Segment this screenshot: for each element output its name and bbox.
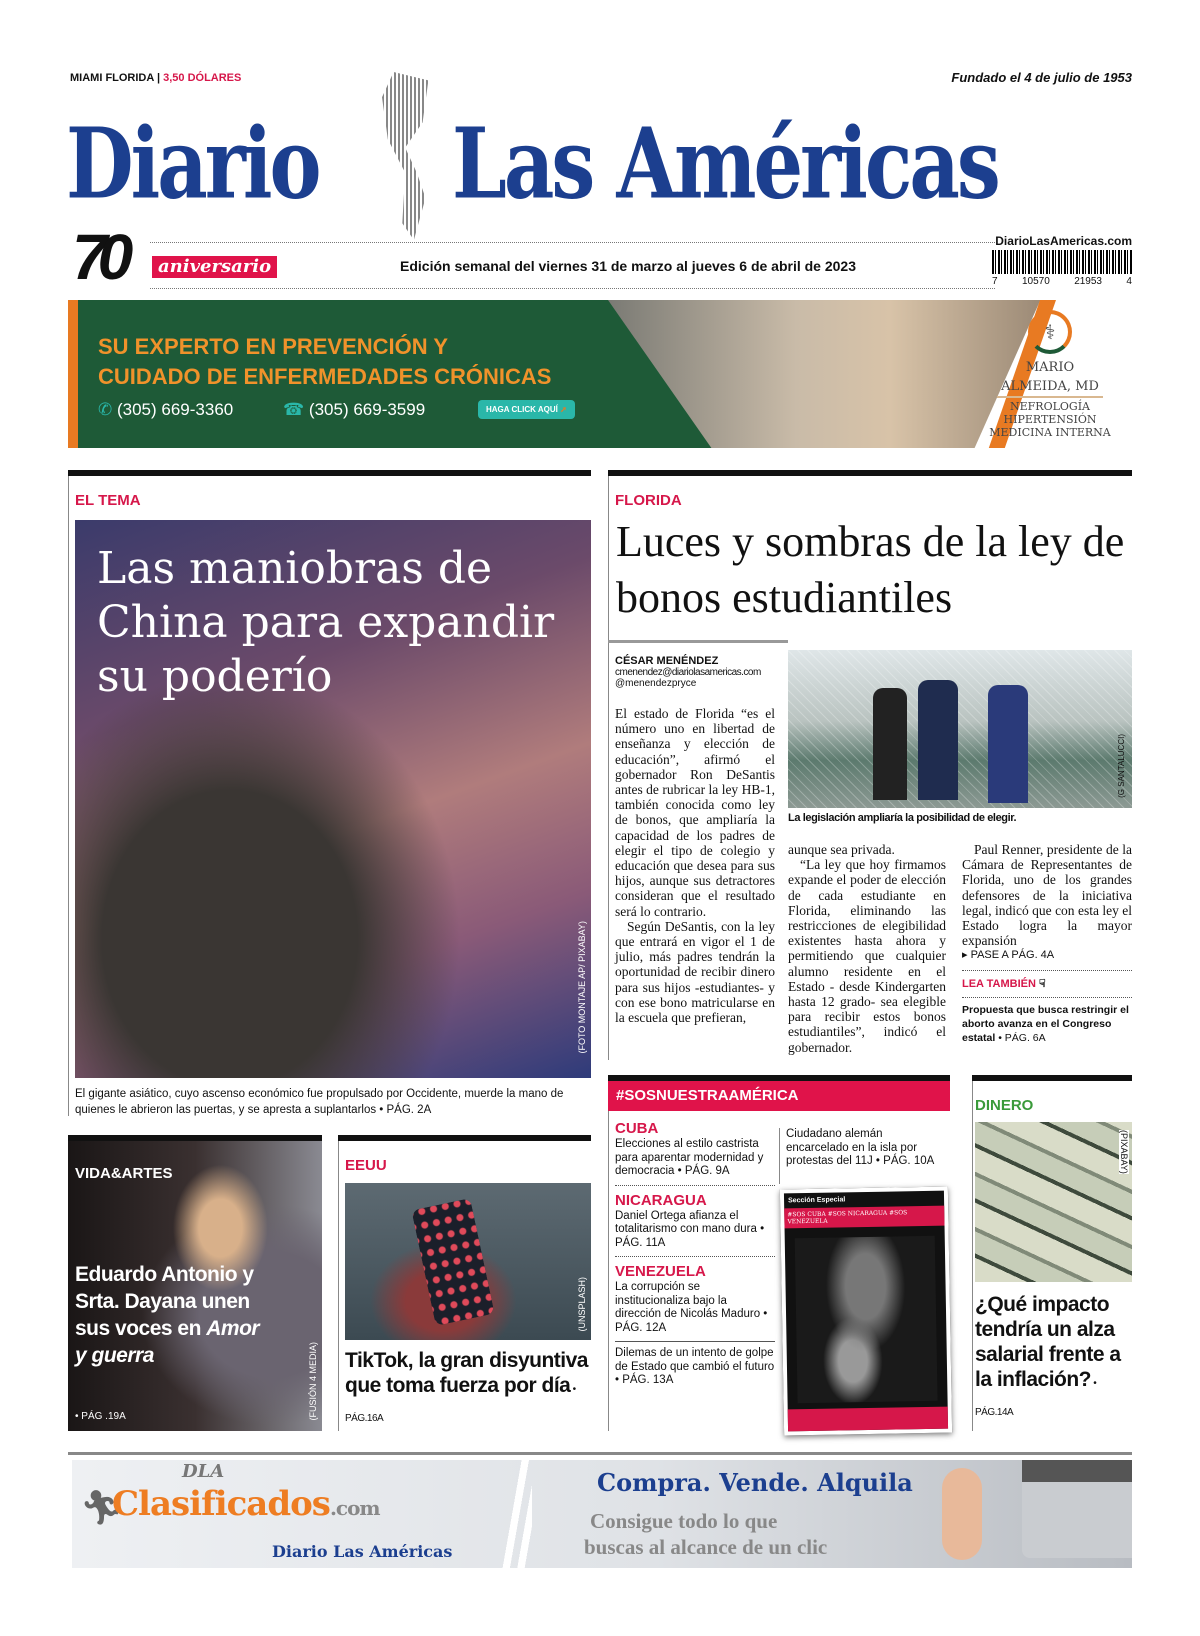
smartphone [411,1198,494,1326]
divider [962,970,1132,971]
see-also-label: LEA TAMBIÉN [962,977,1036,990]
ad-headline-line: CUIDADO DE ENFERMEDADES CRÓNICAS [98,364,552,389]
student-figure [918,680,958,800]
column-divider [338,1141,339,1431]
china-feature-image[interactable] [75,520,591,1078]
ad-doctor-info [968,310,1132,439]
section-rule [68,470,591,476]
ad-headline [98,332,551,392]
barcode-digit: 4 [1126,276,1132,287]
money-photo[interactable] [975,1122,1132,1282]
divider [615,1256,775,1257]
column-divider [608,476,609,1060]
ad-phone [98,400,233,420]
divider [150,242,995,243]
specialty: MEDICINA INTERNA [989,426,1111,439]
brand-suffix: .com [329,1496,380,1520]
photo-credit: (PIXABAY) [1119,1130,1129,1174]
phone-photo[interactable] [345,1183,591,1340]
ad-fax [283,400,425,420]
student-figure [988,685,1028,803]
byline-rule [608,640,788,643]
see-also-header [962,977,1132,992]
section-rule [608,470,1132,476]
country-label: VENEZUELA [615,1263,706,1280]
section-label: EL TEMA [75,492,141,509]
section-rule [338,1135,591,1141]
ad-button-label: HAGA CLICK AQUÍ [486,405,558,414]
see-also-page: • PÁG. 6A [995,1031,1046,1044]
vida-headline [75,1261,265,1369]
ad-subtext [584,1508,827,1560]
section-banner: #SOSNUESTRAAMÉRICA [608,1081,950,1111]
person-icon: 🏃︎ [80,1489,124,1527]
doctor-name: MARIO [1025,360,1075,375]
divider [615,1341,775,1342]
page-ref: • PÁG.14A [975,1378,1097,1418]
ad-subtext-line: buscas al alcance de un clic [584,1535,828,1559]
see-also-text: Propuesta que busca restringir el aborto avanza en el Congreso estatal [962,1003,1129,1044]
section-label: VIDA&ARTES [75,1165,173,1182]
sos-item-link[interactable]: La corrupción se institucionaliza bajo la dirección de Nicolás Maduro • PÁG. 12A [615,1281,768,1334]
specialty: NEFROLOGÍA [1010,400,1090,413]
column-divider [779,1128,780,1184]
column-divider [68,476,69,1116]
page-ref: • PÁG .19A [75,1411,126,1422]
divider [150,288,995,289]
photo-caption: La legislación ampliaría la posibilidad de elegir. [788,812,1017,824]
byline [615,655,785,689]
ad-headline: Compra. Vende. Alquila [597,1468,913,1497]
masthead-right[interactable]: Las Américas [452,107,998,222]
photo-credit: (FOTO MONTAJE AP/ PIXABAY) [577,921,587,1054]
students-photo[interactable] [788,650,1132,808]
article-column-2 [788,842,946,1055]
article-paragraph: Paul Renner, presidente de la Cámara de Representantes de Florida, uno de los grandes defensores de la iniciativa legal, indicó que con esta ley el Estado logra la mayor expansión [962,842,1132,949]
ad-divider-stripes [502,1460,532,1568]
stethoscope-icon: ⚕ [1028,310,1072,354]
ad-headline-line: SU EXPERTO EN PREVENCIÓN Y [98,334,449,359]
special-section-cover[interactable] [780,1187,952,1436]
cursor-icon: ➚ [560,405,567,414]
eeuu-headline[interactable] [345,1348,595,1431]
ad-subtext-line: Consigue todo lo que [590,1509,778,1533]
section-rule [972,1075,1132,1081]
lead-headline[interactable]: Luces y sombras de la ley de bonos estudiantiles [616,517,1125,622]
location-price [70,72,241,84]
paper-logo: Diario Las Américas [272,1542,453,1561]
column-divider [608,1081,609,1431]
edition-dates: Edición semanal del viernes 31 de marzo al jueves 6 de abril de 2023 [400,258,856,274]
jump-link[interactable]: ▸ PASE A PÁG. 4A [962,949,1055,962]
article-paragraph: “La ley que hoy firmamos expande el poder de elección de cada estudiante en Florida, eliminando las restricciones de elegibilidad existentes hasta ahora y permitiendo que cualquier alumno residente en el Estado - desde Kindergarten hasta 12 grado- sea elegible para recibir estos bonos estudiantiles”, indicó el gobernador. [788,857,946,1055]
article-column-3 [962,842,1132,1045]
masthead-left[interactable]: Diario [66,107,319,222]
student-figure [873,688,907,800]
sos-item-link[interactable]: Dilemas de un intento de golpe de Estado que cambió el futuro • PÁG. 13A [615,1347,775,1386]
headline-italic: Amor y guerra [75,1317,260,1367]
specialty: HIPERTENSIÓN [1003,413,1097,426]
photo-credit: (FUSIÓN 4 MEDIA) [308,1342,318,1421]
barcode-digit: 7 [992,276,998,287]
brand-dla: DLA [182,1461,225,1482]
author-email[interactable]: cmenendez@diariolasamericas.com [615,667,761,678]
ad-click-button[interactable] [478,400,575,419]
article-paragraph: El estado de Florida “es el número uno en libertad de enseñanza y elección de educación”, afirmó el gobernador Ron DeSantis antes de rubricar la ley HB-1, también conocida como ley de bonos, que ampliaría la capacidad de los padres de elegir el tipo de colegio y educación que desea para sus hijos, aunque sus detractores consideran que el resultado será lo contrario. [615,706,775,919]
headline-text: TikTok, la gran disyuntiva que toma fuerza por día [345,1349,588,1397]
barcode-digit: 21953 [1074,276,1102,287]
website-link[interactable]: DiarioLasAmericas.com [995,234,1132,248]
pointing-hand-icon: ☟ [1039,977,1046,990]
sos-item-link[interactable]: Ciudadano alemán encarcelado en la isla por protestas del 11J • PÁG. 10A [786,1128,935,1167]
vida-artes-feature[interactable] [68,1141,322,1431]
section-label: DINERO [975,1097,1034,1114]
footer-rule [68,1452,1132,1455]
feature-caption: El gigante asiático, cuyo ascenso económico fue propulsado por Occidente, muerde la mano de quienes le abrieron las puertas, y se apresta a suplantarlos • PÁG. 2A [75,1088,564,1116]
sos-items [615,1120,775,1388]
phone-icon: ✆ [98,400,113,419]
barcode-digit: 10570 [1021,276,1050,287]
price: 3,50 DÓLARES [163,72,242,84]
brand-name: Clasificados [112,1484,330,1524]
article-paragraph: Según DeSantis, con la ley que entrará en vigor el 1 de julio, más padres tendrán la oportunidad de recibir dinero para sus hijos -estudiantes- y con ese bono matricularse en la escuela que prefieran, [615,918,775,1026]
anniversary-number: 70 [72,221,124,293]
cover-footer [788,1407,948,1432]
ad-banner-doctor[interactable] [68,300,1132,448]
location: MIAMI FLORIDA | [70,72,161,84]
article-column-1 [615,706,775,1025]
headline-text: Eduardo Antonio y Srta. Dayana unen sus voces en [75,1263,254,1340]
phone-number: (305) 669-3360 [116,400,234,419]
sos-item-link[interactable]: Elecciones al estilo castrista para aparentar modernidad y democracia • PÁG. 9A [615,1138,764,1177]
cover-tags: #SOS CUBA #SOS NICARAGUA #SOS VENEZUELA [784,1206,944,1229]
page-ref: • PÁG.16A [345,1384,576,1424]
doctor-name: ALMEIDA, MD [997,379,1103,398]
barcode [992,250,1132,274]
dinero-headline[interactable] [975,1292,1135,1425]
section-label: EEUU [345,1157,387,1174]
sos-item-link[interactable]: Daniel Ortega afianza el totalitarismo con mano dura • PÁG. 11A [615,1209,765,1249]
article-paragraph: aunque sea privada. [788,842,895,857]
anniversary-label: aniversario [152,256,277,278]
fax-icon: ☎ [283,400,305,419]
photo-credit: (UNSPLASH) [577,1277,587,1332]
brand-logo [112,1484,380,1528]
cover-title: Sección Especial [788,1196,846,1205]
author-name: CÉSAR MENÉNDEZ [615,655,719,667]
feature-headline[interactable]: Las maniobras de China para expandir su poderío [97,543,555,702]
section-label: FLORIDA [615,492,682,509]
puppet-illustration [795,1236,938,1403]
see-also-link[interactable] [962,1003,1132,1045]
sos-extra [786,1128,946,1169]
divider [962,997,1132,998]
author-twitter[interactable]: @menendezpryce [615,678,697,689]
country-label: NICARAGUA [615,1191,707,1209]
column-divider [972,1081,973,1431]
founded-date: Fundado el 4 de julio de 1953 [951,70,1132,85]
photo-credit: (G SANTALUCCI) [1117,734,1126,798]
headline-text: ¿Qué impacto tendría un alza salarial frente a la inflación? [975,1293,1121,1391]
barcode-number [992,276,1132,287]
laptop-image [1022,1460,1132,1558]
ad-banner-clasificados[interactable] [72,1460,1132,1568]
americas-globe-logo [382,72,440,240]
country-label: CUBA [615,1120,659,1137]
fax-number: (305) 669-3599 [308,400,426,419]
divider [615,1185,775,1186]
hand-mouse-image [942,1468,982,1560]
